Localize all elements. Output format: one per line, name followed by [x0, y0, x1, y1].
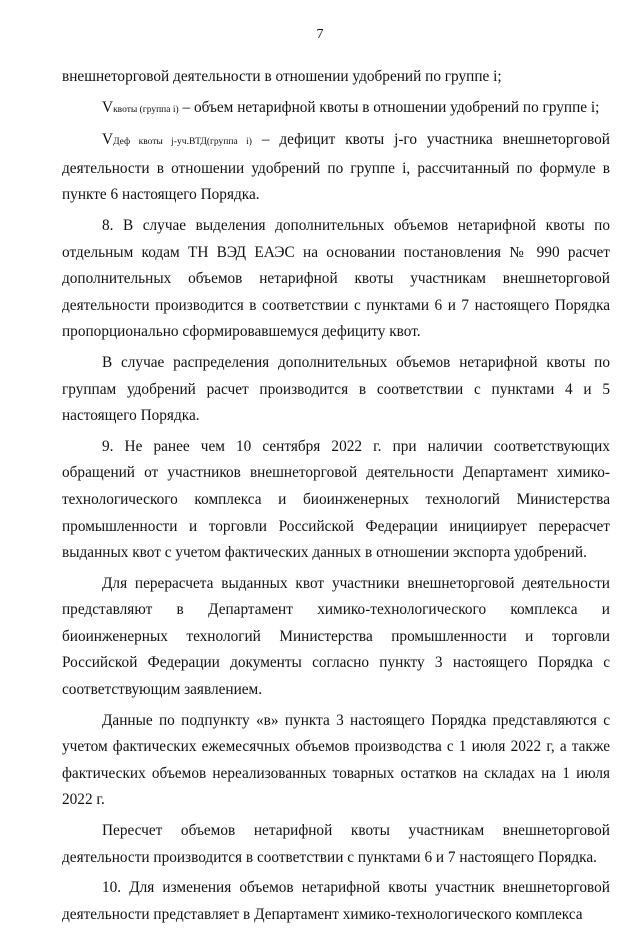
definition-v-deficit: [62, 127, 610, 209]
paragraph-distribution: В случае распределения дополнительных объемов нетарифной квоты по группам удобрений расчет производится в соответствии с пунктами 4 и 5 настоящего Порядка.: [62, 353, 610, 425]
paragraph-item-8: 8. В случае выделения дополнительных объемов нетарифной квоты по отдельным кодам ТН ВЭД ЕАЭС на основании постановления № 990 расчет дополнительных объемов нетарифной квоты участникам внешнеторговой деятельности производится в соответствии с пунктами 6 и 7 настоящего Порядка пропорционально сформировавшемуся дефициту квот.: [62, 216, 610, 341]
symbol-subscript: квоты (группа i): [113, 104, 179, 115]
paragraph-recalculation: Пересчет объемов нетарифной квоты участникам внешнеторговой деятельности производится в соответствии с пунктами 6 и 7 настоящего Порядка.: [62, 822, 610, 866]
page-number: 7: [316, 27, 324, 42]
symbol-v: V: [102, 131, 114, 149]
document-body: [62, 64, 610, 928]
paragraph-item-9: 9. Не ранее чем 10 сентября 2022 г. при наличии соответствующих обращений от участников внешнеторговой деятельности Департамент химико-технологического комплекса и биоинженерных технологий Министерства промышленности и торговли Российской Федерации инициирует перерасчет выданных квот с учетом фактических данных в отношении экспорта удобрений.: [62, 437, 610, 562]
paragraph-recalculation-docs: Для перерасчета выданных квот участники внешнеторговой деятельности представляют в Департамент химико-технологического комплекса и биоинженерных технологий Министерства промышленности и торговли Российской Федерации документы согласно пункту 3 настоящего Порядка с соответствующим заявлением.: [62, 574, 610, 699]
paragraph-data-subpoint: Данные по подпункту «в» пункта 3 настоящего Порядка представляются с учетом фактических ежемесячных объемов производства с 1 июля 2022 г, а также фактических объемов нереализованных товарных остатков на складах на 1 июля 2022 г.: [62, 711, 610, 809]
paragraph-item-10: 10. Для изменения объемов нетарифной квоты участник внешнеторговой деятельности представляет в Департамент химико-технологического комплекса: [62, 879, 610, 923]
definition-text: – дефицит квоты j-го участника внешнеторговой деятельности в отношении удобрений по группе i, рассчитанный по формуле в пункте 6 настоящего Порядка.: [62, 131, 610, 204]
paragraph-continuation: внешнеторговой деятельности в отношении удобрений по группе i;: [62, 68, 502, 85]
symbol-v: V: [102, 98, 114, 116]
definition-v-quota: [62, 95, 610, 124]
symbol-subscript: Деф квоты j-уч.ВТД(группа i): [113, 137, 252, 148]
definition-text: – объем нетарифной квоты в отношении удобрений по группе i;: [178, 98, 600, 116]
